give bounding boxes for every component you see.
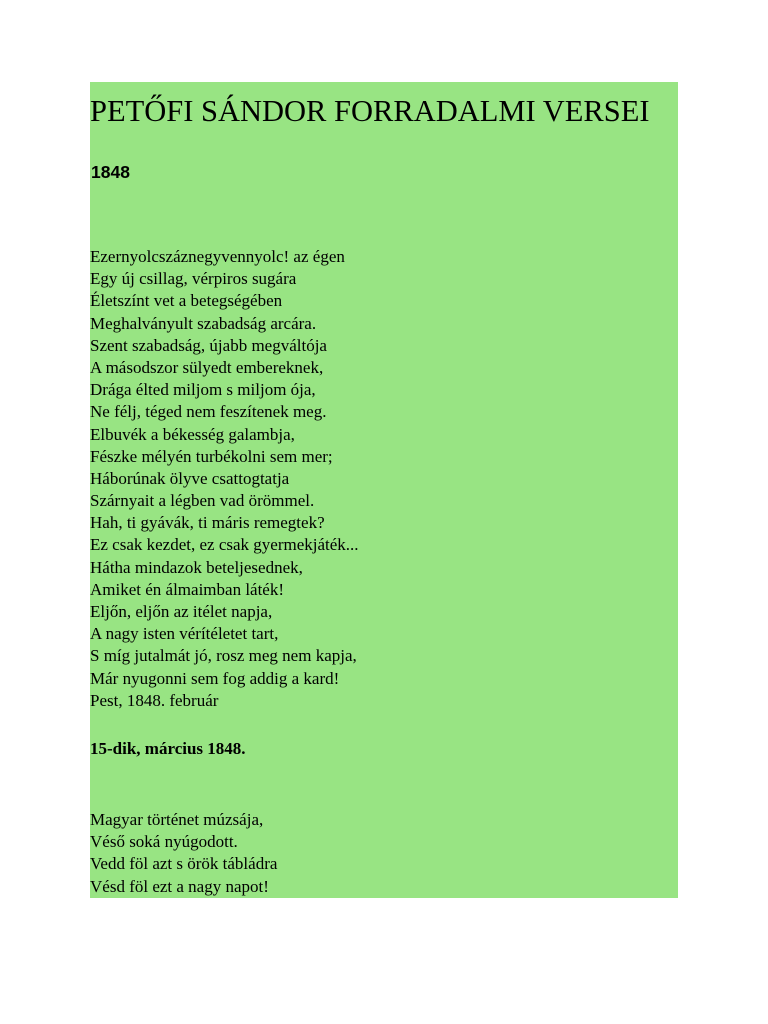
poem-line: Vésd föl ezt a nagy napot! <box>90 876 269 896</box>
document-title: PETŐFI SÁNDOR FORRADALMI VERSEI <box>90 94 650 128</box>
poem-2-lines <box>90 809 277 898</box>
poem-line: Véső soká nyúgodott. <box>90 832 238 852</box>
poem-line: S míg jutalmát jó, rosz meg nem kapja, <box>90 646 357 666</box>
poem-line: A nagy isten vérítéletet tart, <box>90 624 279 644</box>
poem-line: Meghalványult szabadság arcára. <box>90 313 317 333</box>
poem-line: Hátha mindazok beteljesednek, <box>90 557 303 577</box>
poem-line: Életszínt vet a betegségében <box>90 291 283 311</box>
year-heading: 1848 <box>91 162 130 182</box>
poem-line: Vedd föl azt s örök tábládra <box>90 854 278 874</box>
poem-line: Egy új csillag, vérpiros sugára <box>90 269 297 289</box>
poem-line: Eljőn, eljőn az itélet napja, <box>90 602 273 621</box>
poem-line: Amiket én álmaimban láték! <box>90 579 285 599</box>
poem-line: Háborúnak ölyve csattogtatja <box>90 468 290 488</box>
poem-line: Ezernyolcszáznegyvennyolc! az égen <box>90 247 345 266</box>
poem-line: Ez csak kezdet, ez csak gyermekjáték... <box>90 535 359 555</box>
poem-line: Szárnyait a légben vad örömmel. <box>90 491 315 511</box>
poem-line: Már nyugonni sem fog addig a kard! <box>90 668 340 688</box>
poem-line: Fészke mélyén turbékolni sem mer; <box>90 446 333 466</box>
poem-line: Szent szabadság, újabb megváltója <box>90 335 327 355</box>
poem-line: Magyar történet múzsája, <box>90 810 264 829</box>
poem-line: Ne félj, téged nem feszítenek meg. <box>90 402 327 422</box>
poem-line: Elbuvék a békesség galambja, <box>90 424 295 444</box>
poem-line: Pest, 1848. február <box>90 690 219 710</box>
poem-2-heading: 15-dik, március 1848. <box>90 739 246 758</box>
poem-line: Drága élted miljom s miljom ója, <box>90 380 316 400</box>
poem-line: A másodszor sülyedt embereknek, <box>90 357 324 377</box>
poem-line: Hah, ti gyávák, ti máris remegtek? <box>90 513 325 533</box>
poem-1-lines <box>90 246 359 712</box>
